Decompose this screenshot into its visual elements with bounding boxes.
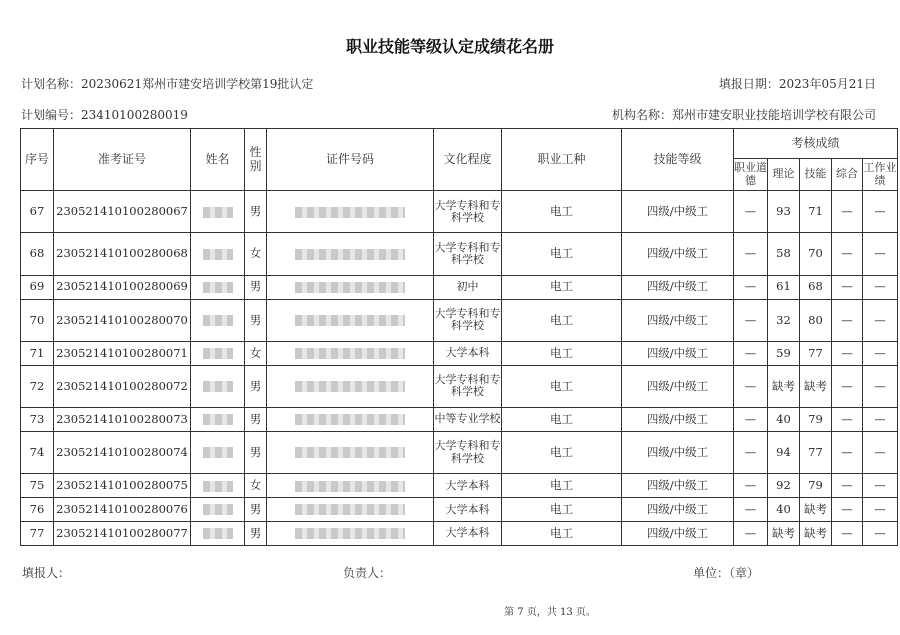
header-occupation: 职业工种 (502, 129, 622, 191)
cell-ethics: — (734, 275, 768, 299)
cell-education: 大学本科 (434, 522, 502, 546)
cell-id-redacted (267, 522, 434, 546)
cell-ethics: — (734, 431, 768, 473)
cell-ticket: 230521410100280077 (54, 522, 191, 546)
cell-skill: 缺考 (800, 522, 832, 546)
table-row (21, 275, 898, 299)
header-ticket: 准考证号 (54, 129, 191, 191)
cell-ticket: 230521410100280076 (54, 498, 191, 522)
cell-occupation: 电工 (502, 474, 622, 498)
cell-seq: 70 (21, 299, 54, 341)
cell-ticket: 230521410100280073 (54, 408, 191, 432)
cell-education: 大学本科 (434, 341, 502, 365)
redaction-block (203, 528, 233, 539)
cell-education: 中等专业学校 (434, 408, 502, 432)
cell-ticket: 230521410100280071 (54, 341, 191, 365)
fill-date: 填报日期：2023年05月21日 (718, 77, 876, 91)
header-ethics: 职业道德 (734, 159, 768, 191)
cell-name-redacted (191, 191, 245, 233)
table-row (21, 341, 898, 365)
header-gender: 性别 (245, 129, 267, 191)
cell-id-redacted (267, 408, 434, 432)
cell-name-redacted (191, 408, 245, 432)
redaction-block (203, 249, 233, 260)
cell-name-redacted (191, 431, 245, 473)
cell-ticket: 230521410100280069 (54, 275, 191, 299)
cell-name-redacted (191, 299, 245, 341)
header-level: 技能等级 (622, 129, 734, 191)
cell-occupation: 电工 (502, 191, 622, 233)
cell-seq: 71 (21, 341, 54, 365)
cell-name-redacted (191, 365, 245, 407)
cell-id-redacted (267, 431, 434, 473)
filler-label: 填报人： (22, 566, 71, 580)
cell-id-redacted (267, 275, 434, 299)
table-row (21, 365, 898, 407)
cell-skill: 77 (800, 431, 832, 473)
cell-ethics: — (734, 299, 768, 341)
cell-level: 四级/中级工 (622, 408, 734, 432)
redaction-block (203, 207, 233, 218)
responsible-label: 负责人： (343, 566, 392, 580)
page-title: 职业技能等级认定成绩花名册 (345, 37, 554, 56)
cell-work-performance: — (863, 299, 898, 341)
cell-comprehensive: — (832, 233, 863, 275)
cell-comprehensive: — (832, 431, 863, 473)
redaction-block (295, 348, 405, 359)
cell-theory: 40 (768, 498, 800, 522)
cell-theory: 93 (768, 191, 800, 233)
plan-number: 计划编号：23410100280019 (21, 108, 188, 122)
unit-seal-label: 单位：（章） (693, 566, 760, 580)
redaction-block (203, 481, 233, 492)
score-roster-table (20, 128, 898, 546)
cell-education: 大学专科和专科学校 (434, 299, 502, 341)
cell-theory: 59 (768, 341, 800, 365)
redaction-block (295, 249, 405, 260)
cell-seq: 76 (21, 498, 54, 522)
cell-seq: 74 (21, 431, 54, 473)
cell-ticket: 230521410100280072 (54, 365, 191, 407)
cell-level: 四级/中级工 (622, 474, 734, 498)
cell-level: 四级/中级工 (622, 191, 734, 233)
cell-ticket: 230521410100280070 (54, 299, 191, 341)
cell-gender: 男 (245, 191, 267, 233)
cell-occupation: 电工 (502, 233, 622, 275)
header-name: 姓名 (191, 129, 245, 191)
cell-id-redacted (267, 498, 434, 522)
cell-comprehensive: — (832, 408, 863, 432)
cell-work-performance: — (863, 522, 898, 546)
redaction-block (295, 504, 405, 515)
cell-work-performance: — (863, 275, 898, 299)
redaction-block (295, 481, 405, 492)
redaction-block (203, 414, 233, 425)
cell-comprehensive: — (832, 498, 863, 522)
cell-skill: 68 (800, 275, 832, 299)
cell-theory: 58 (768, 233, 800, 275)
cell-theory: 40 (768, 408, 800, 432)
cell-name-redacted (191, 498, 245, 522)
redaction-block (203, 282, 233, 293)
cell-comprehensive: — (832, 474, 863, 498)
cell-gender: 男 (245, 522, 267, 546)
cell-education: 大学专科和专科学校 (434, 233, 502, 275)
cell-seq: 69 (21, 275, 54, 299)
cell-theory: 缺考 (768, 522, 800, 546)
redaction-block (295, 528, 405, 539)
redaction-block (203, 315, 233, 326)
cell-name-redacted (191, 474, 245, 498)
cell-occupation: 电工 (502, 431, 622, 473)
cell-ticket: 230521410100280067 (54, 191, 191, 233)
cell-seq: 68 (21, 233, 54, 275)
cell-occupation: 电工 (502, 498, 622, 522)
cell-level: 四级/中级工 (622, 498, 734, 522)
table-row (21, 233, 898, 275)
cell-occupation: 电工 (502, 522, 622, 546)
cell-ticket: 230521410100280075 (54, 474, 191, 498)
header-seq: 序号 (21, 129, 54, 191)
cell-ethics: — (734, 474, 768, 498)
header-education: 文化程度 (434, 129, 502, 191)
cell-id-redacted (267, 233, 434, 275)
table-row (21, 522, 898, 546)
table-row (21, 299, 898, 341)
cell-ethics: — (734, 341, 768, 365)
cell-ethics: — (734, 498, 768, 522)
cell-skill: 77 (800, 341, 832, 365)
redaction-block (203, 504, 233, 515)
redaction-block (203, 447, 233, 458)
cell-id-redacted (267, 191, 434, 233)
cell-gender: 男 (245, 408, 267, 432)
cell-skill: 79 (800, 474, 832, 498)
cell-level: 四级/中级工 (622, 522, 734, 546)
cell-occupation: 电工 (502, 299, 622, 341)
cell-education: 大学本科 (434, 498, 502, 522)
cell-theory: 缺考 (768, 365, 800, 407)
cell-skill: 71 (800, 191, 832, 233)
organization-name: 机构名称：郑州市建安职业技能培训学校有限公司 (611, 108, 876, 122)
header-skill: 技能 (800, 159, 832, 191)
header-id-number: 证件号码 (267, 129, 434, 191)
cell-ethics: — (734, 522, 768, 546)
plan-name: 计划名称：20230621郑州市建安培训学校第19批认定 (21, 77, 314, 91)
cell-comprehensive: — (832, 299, 863, 341)
cell-gender: 女 (245, 233, 267, 275)
cell-gender: 男 (245, 431, 267, 473)
cell-skill: 缺考 (800, 365, 832, 407)
cell-theory: 94 (768, 431, 800, 473)
table-row (21, 408, 898, 432)
cell-name-redacted (191, 275, 245, 299)
header-comprehensive: 综合 (832, 159, 863, 191)
cell-seq: 72 (21, 365, 54, 407)
cell-education: 大学专科和专科学校 (434, 191, 502, 233)
cell-education: 大学专科和专科学校 (434, 365, 502, 407)
cell-id-redacted (267, 365, 434, 407)
cell-gender: 男 (245, 299, 267, 341)
cell-id-redacted (267, 299, 434, 341)
table-row (21, 431, 898, 473)
cell-skill: 79 (800, 408, 832, 432)
cell-level: 四级/中级工 (622, 365, 734, 407)
redaction-block (295, 315, 405, 326)
cell-work-performance: — (863, 474, 898, 498)
redaction-block (203, 348, 233, 359)
cell-gender: 女 (245, 474, 267, 498)
cell-work-performance: — (863, 365, 898, 407)
header-work-performance: 工作业绩 (863, 159, 898, 191)
cell-name-redacted (191, 233, 245, 275)
cell-gender: 男 (245, 275, 267, 299)
cell-work-performance: — (863, 431, 898, 473)
cell-education: 大学本科 (434, 474, 502, 498)
cell-gender: 男 (245, 365, 267, 407)
cell-gender: 男 (245, 498, 267, 522)
cell-work-performance: — (863, 408, 898, 432)
cell-seq: 67 (21, 191, 54, 233)
cell-level: 四级/中级工 (622, 341, 734, 365)
cell-id-redacted (267, 474, 434, 498)
cell-skill: 70 (800, 233, 832, 275)
cell-comprehensive: — (832, 191, 863, 233)
cell-education: 大学专科和专科学校 (434, 431, 502, 473)
cell-comprehensive: — (832, 365, 863, 407)
cell-ticket: 230521410100280074 (54, 431, 191, 473)
cell-occupation: 电工 (502, 341, 622, 365)
cell-education: 初中 (434, 275, 502, 299)
cell-ticket: 230521410100280068 (54, 233, 191, 275)
header-scores: 考核成绩 (734, 129, 898, 159)
cell-skill: 缺考 (800, 498, 832, 522)
cell-work-performance: — (863, 498, 898, 522)
cell-level: 四级/中级工 (622, 275, 734, 299)
cell-occupation: 电工 (502, 275, 622, 299)
cell-name-redacted (191, 522, 245, 546)
cell-id-redacted (267, 341, 434, 365)
page-number: 第 7 页，共 13 页。 (504, 607, 596, 618)
cell-work-performance: — (863, 191, 898, 233)
redaction-block (203, 381, 233, 392)
cell-ethics: — (734, 233, 768, 275)
cell-name-redacted (191, 341, 245, 365)
redaction-block (295, 381, 405, 392)
cell-theory: 32 (768, 299, 800, 341)
cell-ethics: — (734, 365, 768, 407)
cell-theory: 92 (768, 474, 800, 498)
cell-ethics: — (734, 191, 768, 233)
cell-seq: 77 (21, 522, 54, 546)
cell-level: 四级/中级工 (622, 431, 734, 473)
cell-work-performance: — (863, 341, 898, 365)
cell-seq: 73 (21, 408, 54, 432)
cell-comprehensive: — (832, 341, 863, 365)
header-theory: 理论 (768, 159, 800, 191)
table-row (21, 191, 898, 233)
table-row (21, 498, 898, 522)
table-row (21, 474, 898, 498)
cell-comprehensive: — (832, 275, 863, 299)
redaction-block (295, 447, 405, 458)
cell-work-performance: — (863, 233, 898, 275)
redaction-block (295, 207, 405, 218)
cell-gender: 女 (245, 341, 267, 365)
cell-occupation: 电工 (502, 365, 622, 407)
cell-ethics: — (734, 408, 768, 432)
cell-seq: 75 (21, 474, 54, 498)
cell-occupation: 电工 (502, 408, 622, 432)
redaction-block (295, 282, 405, 293)
cell-level: 四级/中级工 (622, 233, 734, 275)
cell-theory: 61 (768, 275, 800, 299)
cell-level: 四级/中级工 (622, 299, 734, 341)
cell-comprehensive: — (832, 522, 863, 546)
cell-skill: 80 (800, 299, 832, 341)
redaction-block (295, 414, 405, 425)
